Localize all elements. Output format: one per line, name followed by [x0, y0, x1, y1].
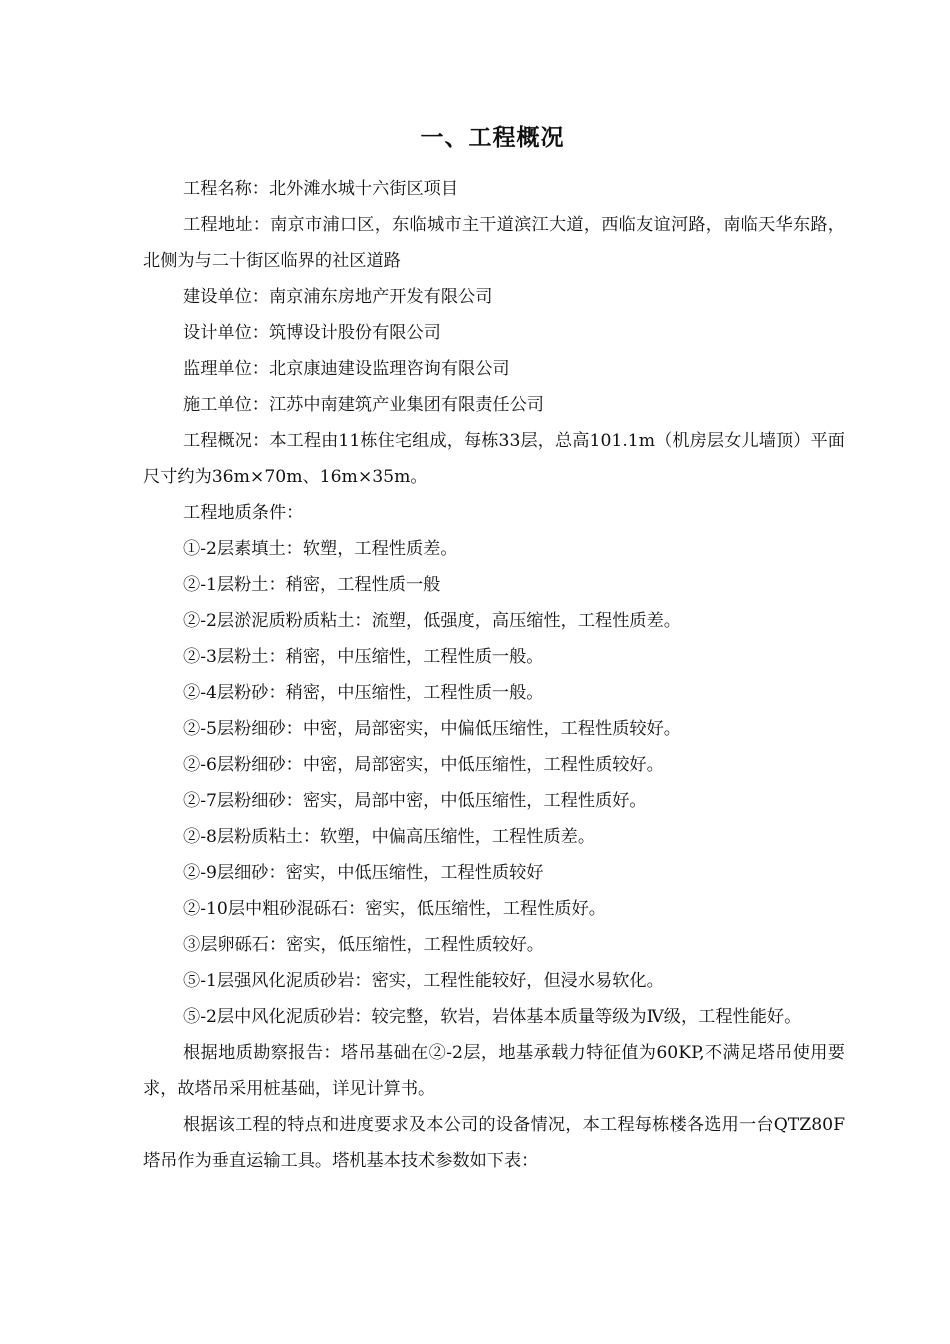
geology-layer-item: ②-2层淤泥质粉质粘土：流塑，低强度，高压缩性，工程性质差。 — [183, 611, 681, 631]
paragraph-supervisor: 监理单位：北京康迪建设监理咨询有限公司 — [183, 359, 510, 379]
paragraph-designer: 设计单位：筑博设计股份有限公司 — [183, 323, 441, 343]
geology-layer-item: ⑤-1层强风化泥质砂岩：密实，工程性能较好，但浸水易软化。 — [183, 971, 664, 991]
geology-layer-item: ③层卵砾石：密实，低压缩性，工程性质较好。 — [183, 935, 544, 955]
geology-layer-item: ②-6层粉细砂：中密，局部密实，中低压缩性，工程性质较好。 — [183, 755, 664, 775]
paragraph-owner: 建设单位：南京浦东房地产开发有限公司 — [183, 287, 493, 307]
paragraph-foundation-note: 根据地质勘察报告：塔吊基础在②-2层，地基承载力特征值为60KP,不满足塔吊使用要求，故塔吊采用桩基础，详见计算书。 — [143, 1043, 845, 1099]
document-body — [143, 171, 845, 1179]
geology-layer-item: ⑤-2层中风化泥质砂岩：较完整，软岩，岩体基本质量等级为Ⅳ级，工程性能好。 — [183, 1007, 802, 1027]
geology-layer-item: ②-4层粉砂：稍密，中压缩性，工程性质一般。 — [183, 683, 544, 703]
geology-layer-item: ①-2层素填土：软塑，工程性质差。 — [183, 539, 458, 559]
geology-layer-item: ②-9层细砂：密实，中低压缩性，工程性质较好 — [183, 863, 544, 883]
geology-layer-item: ②-3层粉土：稍密，中压缩性，工程性质一般。 — [183, 647, 544, 667]
paragraph-project-overview: 工程概况：本工程由11栋住宅组成，每栋33层，总高101.1m（机房层女儿墙顶）平面尺寸约为36m×70m、16m×35m。 — [143, 431, 845, 487]
geology-layer-item: ②-8层粉质粘土：软塑，中偏高压缩性，工程性质差。 — [183, 827, 596, 847]
geology-layer-item: ②-7层粉细砂：密实，局部中密，中低压缩性，工程性质好。 — [183, 791, 647, 811]
geology-layer-item: ②-1层粉土：稍密，工程性质一般 — [183, 575, 441, 595]
paragraph-project-address: 工程地址：南京市浦口区，东临城市主干道滨江大道，西临友谊河路，南临天华东路，北侧为与二十街区临界的社区道路 — [143, 215, 845, 271]
geology-layer-item: ②-10层中粗砂混砾石：密实，低压缩性，工程性质好。 — [183, 899, 606, 919]
paragraph-crane-selection: 根据该工程的特点和进度要求及本公司的设备情况，本工程每栋楼各选用一台QTZ80F塔吊作为垂直运输工具。塔机基本技术参数如下表： — [143, 1115, 845, 1171]
paragraph-project-name: 工程名称：北外滩水城十六街区项目 — [183, 179, 459, 199]
paragraph-contractor: 施工单位：江苏中南建筑产业集团有限责任公司 — [183, 395, 544, 415]
paragraph-geology-heading: 工程地质条件： — [183, 503, 304, 523]
section-title: 一、工程概况 — [420, 125, 565, 151]
geology-layer-item: ②-5层粉细砂：中密，局部密实，中偏低压缩性，工程性质较好。 — [183, 719, 681, 739]
